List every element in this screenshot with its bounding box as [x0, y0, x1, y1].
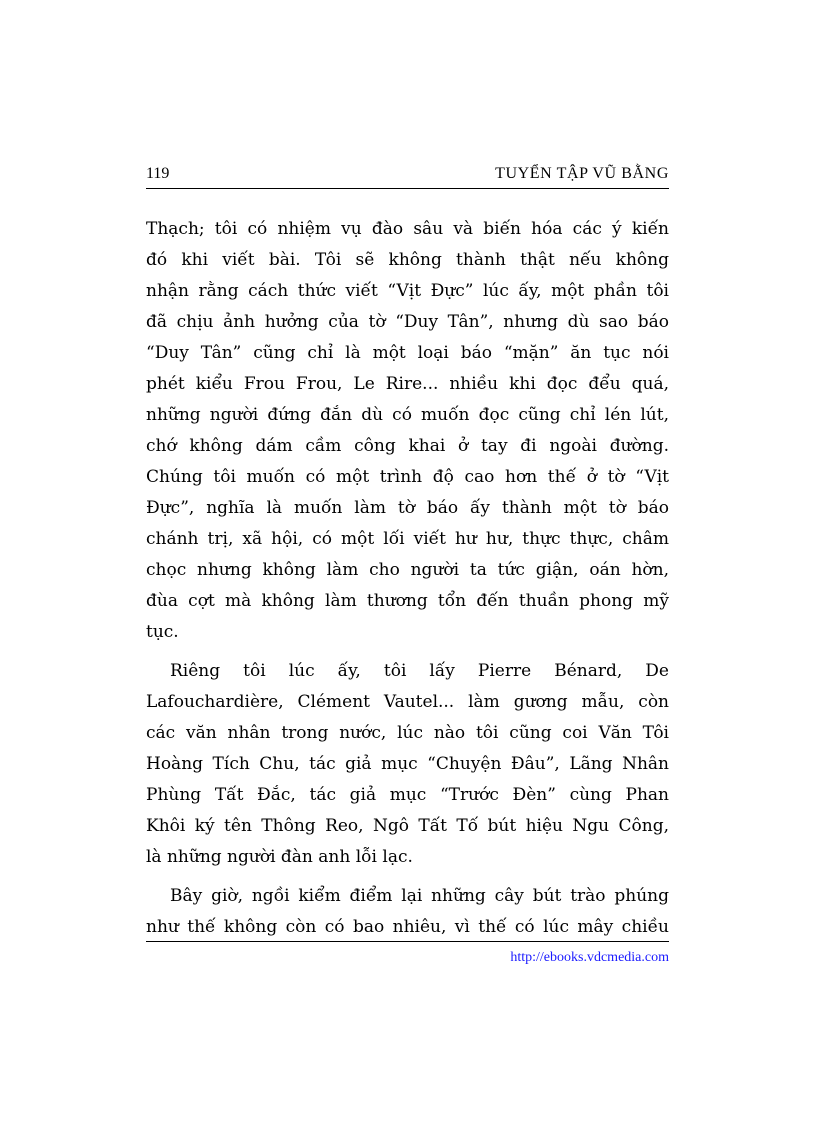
source-link[interactable]: http://ebooks.vdcmedia.com — [510, 950, 669, 965]
paragraph-1 — [146, 214, 669, 648]
text-line: những người đứng đắn dù có muốn đọc cũng chỉ lén lút, — [146, 405, 669, 425]
text-line: Lafouchardière, Clément Vautel... làm gương mẫu, còn — [146, 692, 669, 712]
paragraph-spacer — [146, 873, 669, 881]
text-line: Thạch; tôi có nhiệm vụ đào sâu và biến hóa các ý kiến — [146, 219, 669, 239]
text-line: đùa cợt mà không làm thương tổn đến thuần phong mỹ — [146, 591, 669, 611]
text-line: “Duy Tân” cũng chỉ là một loại báo “mặn” ăn tục nói — [146, 343, 669, 363]
text-line: đã chịu ảnh hưởng của tờ “Duy Tân”, nhưng dù sao báo — [146, 312, 669, 332]
text-line: nhận rằng cách thức viết “Vịt Đực” lúc ấy, một phần tôi — [146, 281, 669, 301]
paragraph-spacer — [146, 648, 669, 656]
paragraph-2 — [146, 656, 669, 873]
text-line: Phùng Tất Đắc, tác giả mục “Trước Đèn” cùng Phan — [146, 785, 669, 805]
text-line: chớ không dám cầm công khai ở tay đi ngoài đường. — [146, 436, 669, 456]
footer-divider — [146, 941, 669, 942]
text-line: đó khi viết bài. Tôi sẽ không thành thật nếu không — [146, 250, 669, 270]
header-divider — [146, 188, 669, 189]
text-line: các văn nhân trong nước, lúc nào tôi cũng coi Văn Tôi — [146, 723, 669, 743]
text-line: như thế không còn có bao nhiêu, vì thế có lúc mây chiều — [146, 917, 669, 937]
text-line: Bây giờ, ngồi kiểm điểm lại những cây bút trào phúng — [170, 886, 669, 906]
body-text — [146, 214, 669, 943]
text-line: Hoàng Tích Chu, tác giả mục “Chuyện Đâu”, Lãng Nhân — [146, 754, 669, 774]
text-line: Chúng tôi muốn có một trình độ cao hơn thế ở tờ “Vịt — [146, 467, 669, 487]
text-line: Khôi ký tên Thông Reo, Ngô Tất Tố bút hiệu Ngu Công, — [146, 816, 669, 836]
running-header — [146, 162, 669, 186]
book-title: TUYỂN TẬP VŨ BẰNG — [495, 165, 669, 182]
text-line: chọc nhưng không làm cho người ta tức giận, oán hờn, — [146, 560, 669, 580]
text-line: chánh trị, xã hội, có một lối viết hư hư, thực thực, châm — [146, 529, 669, 549]
text-line: là những người đàn anh lỗi lạc. — [146, 847, 413, 867]
text-line: phét kiểu Frou Frou, Le Rire... nhiều khi đọc đểu quá, — [146, 374, 669, 394]
text-line: Riêng tôi lúc ấy, tôi lấy Pierre Bénard, De — [170, 661, 669, 681]
paragraph-3 — [146, 881, 669, 943]
page-number: 119 — [146, 165, 170, 182]
text-line: tục. — [146, 622, 179, 642]
text-line: Đực”, nghĩa là muốn làm tờ báo ấy thành một tờ báo — [146, 498, 669, 518]
